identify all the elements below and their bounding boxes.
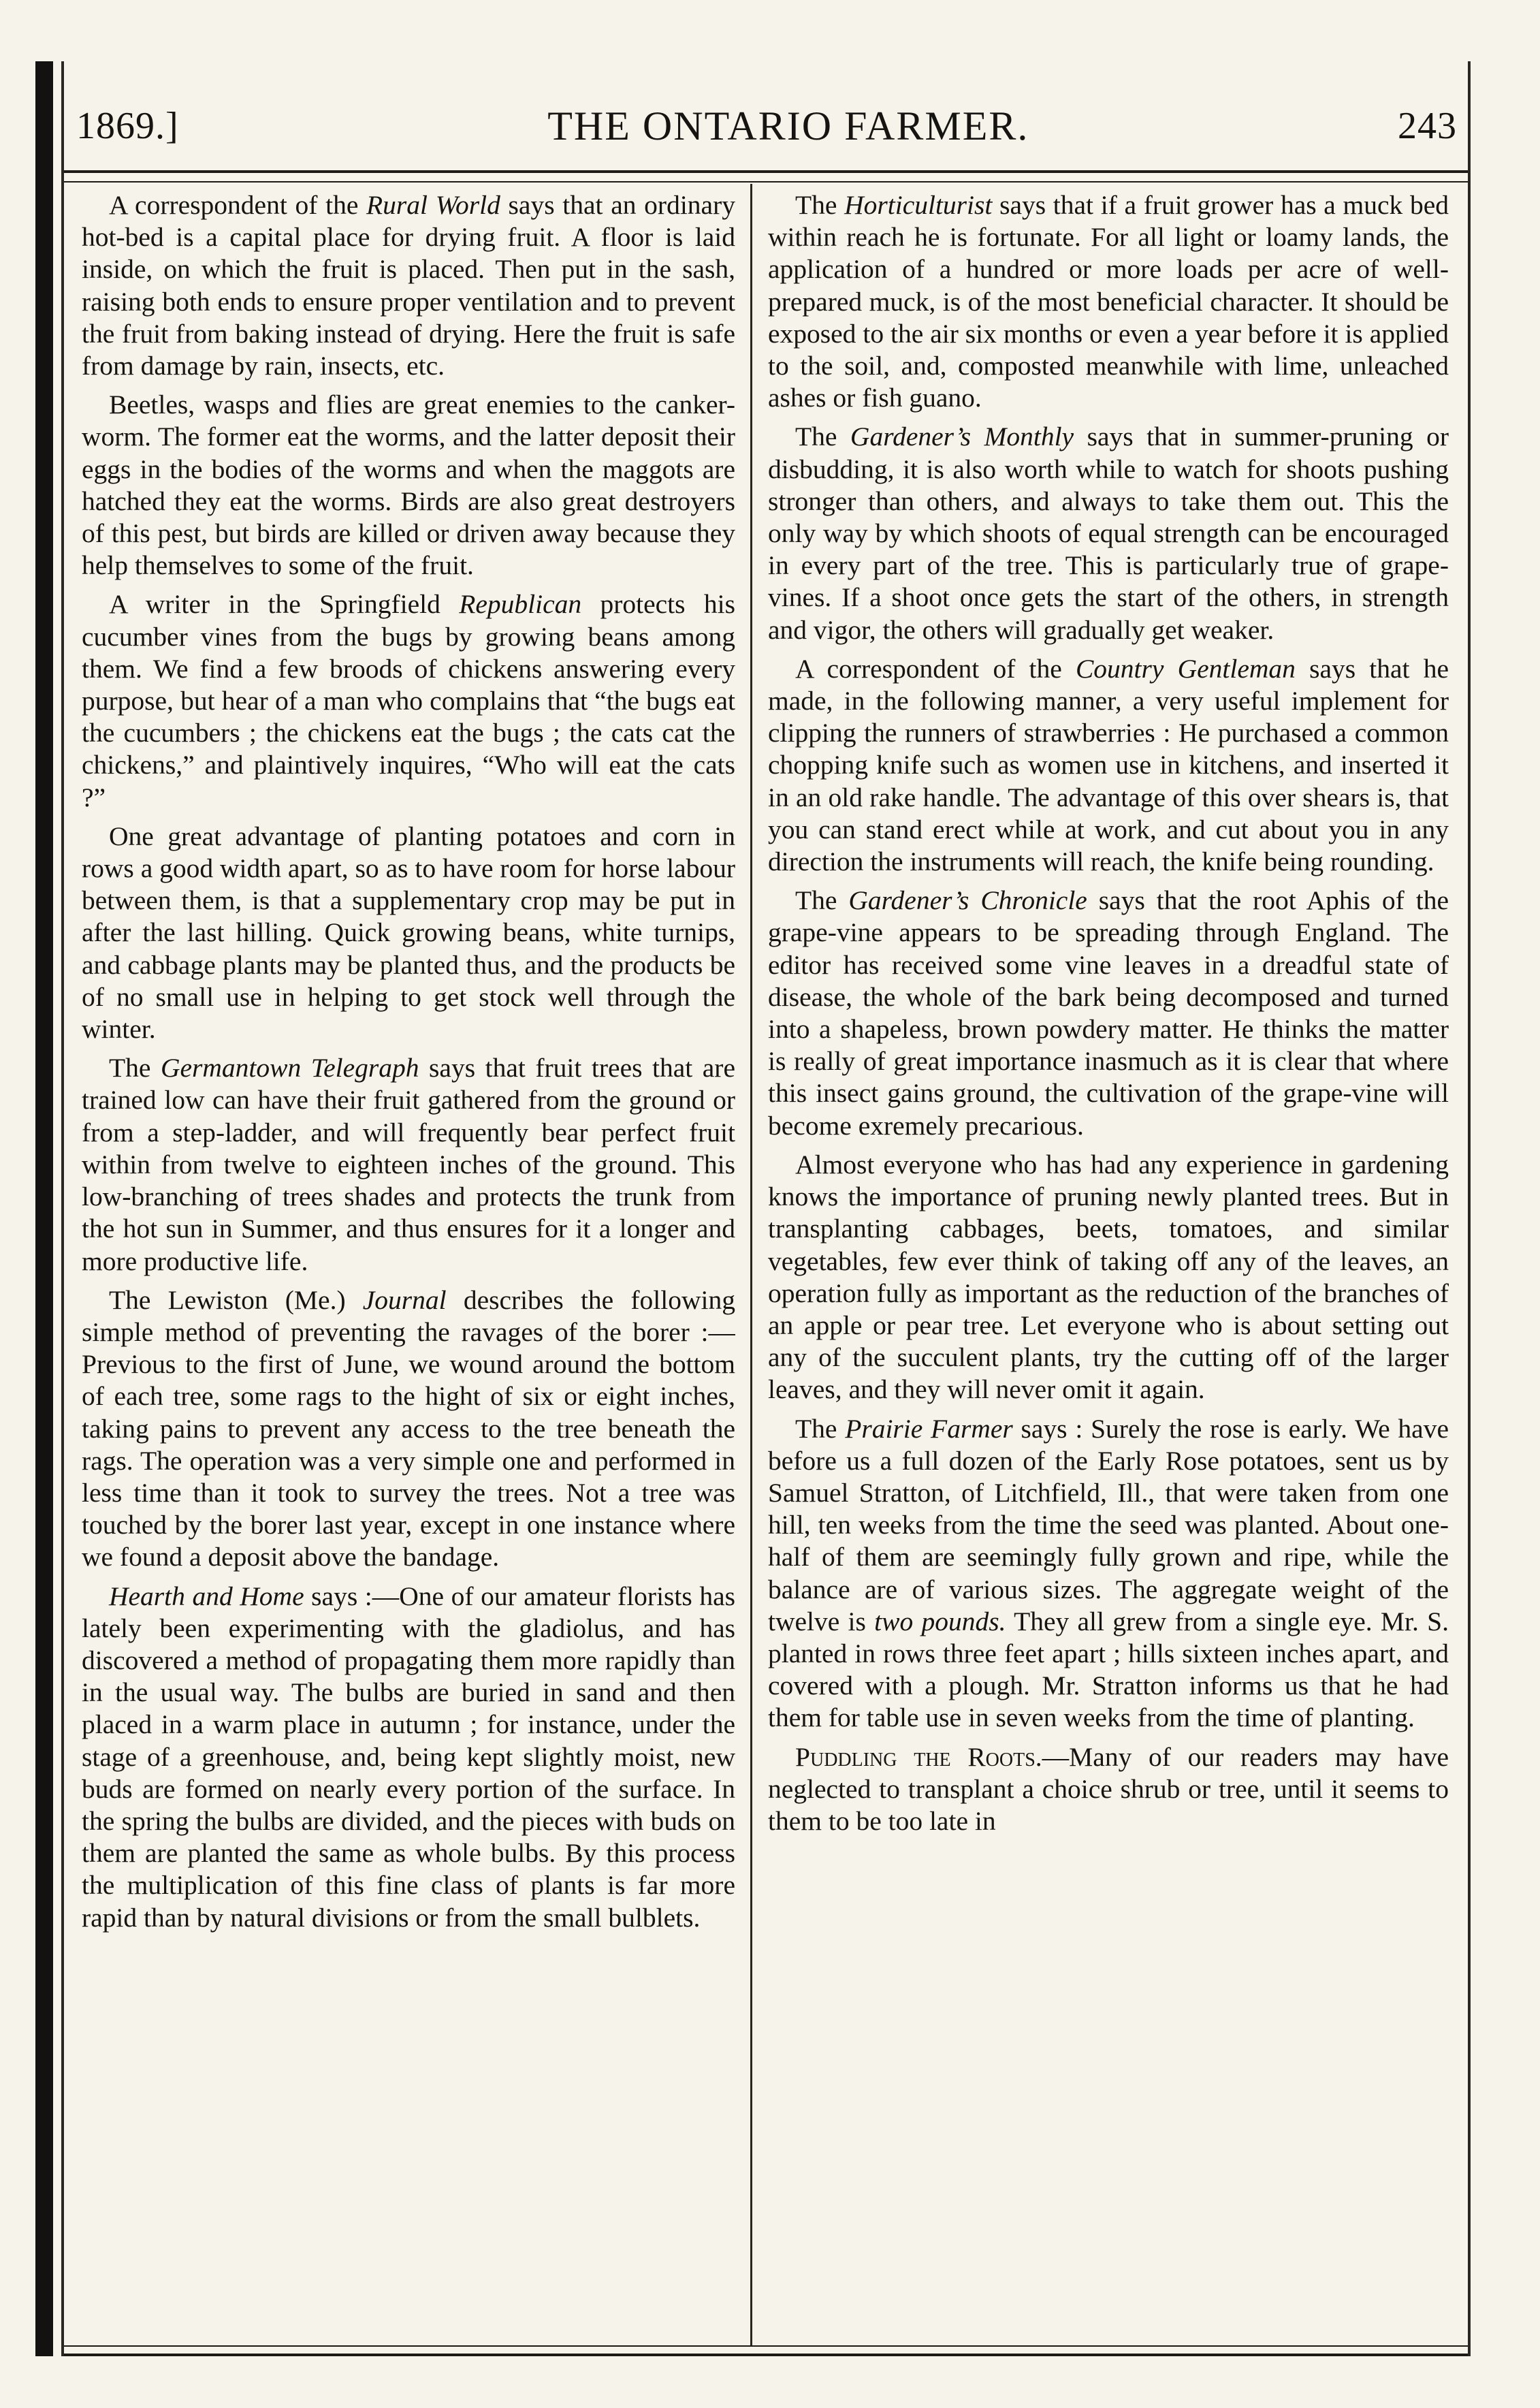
article-paragraph	[768, 189, 1449, 414]
paragraph-text: The	[795, 885, 849, 916]
right-border-rule	[1468, 61, 1471, 2356]
paragraph-text: The Lewiston (Me.)	[109, 1284, 363, 1315]
article-paragraph	[82, 389, 735, 582]
paragraph-text: describes the following simple method of preventing the ravages of the borer :—Previous to the first of June, we wound around the bottom of each tree, some rags to the hight of six or eight inches, taking pains to prevent any access to the tree beneath the rags. The operation was a very simple one and performed in less time than it took to survey the trees. Not a tree was touched by the borer last year, except in one instance where we found a deposit above the bandage.	[82, 1284, 735, 1572]
paragraph-text: Almost everyone who has had any experience in gardening knows the importance of pruning newly planted trees. But in transplanting cabbages, beets, tomatoes, and similar vegetables, few ever think of taking off any of the leaves, an operation fully as important as the reduction of the branches of an apple or pear tree. Let everyone who is about setting out any of the succulent plants, try the cutting off of the larger leaves, and they will never omit it again.	[768, 1149, 1449, 1405]
paragraph-text: says that if a fruit grower has a muck bed within reach he is fortunate. For all light or loamy lands, the application of a hundred or more loads per acre of well-prepared muck, is of the most beneficial character. It should be exposed to the air six months or even a year before it is applied to the soil, and, composted meanwhile with lime, unleached ashes or fish guano.	[768, 190, 1449, 413]
article-paragraph	[768, 653, 1449, 878]
article-paragraph	[82, 821, 735, 1045]
left-inner-rule	[61, 61, 64, 2356]
header-title: THE ONTARIO FARMER.	[547, 103, 1029, 148]
paragraph-text: says that fruit trees that are trained low can have their fruit gathered from the ground or from a step-ladder, and will frequently bear perfect fruit within from twelve to eighteen inches of the ground. This low-branching of trees shades and protects the trunk from the hot sun in Summer, and thus ensures for it a longer and more productive life.	[82, 1053, 735, 1276]
small-caps-heading: Puddling the Roots.	[795, 1741, 1042, 1772]
article-paragraph	[82, 1581, 735, 1934]
italic-text: two pounds.	[874, 1606, 1006, 1636]
article-paragraph	[768, 1413, 1449, 1734]
italic-text: Gardener’s Chronicle	[848, 885, 1087, 916]
paragraph-text: says that the root Aphis of the grape-vine appears to be spreading through England. The editor has received some vine leaves in a dreadful state of disease, the whole of the bark being decomposed and turned into a shapeless, brown powdery matter. He thinks the matter is really of great importance inasmuch as it is clear that where this insect gains ground, the cultivation of the grape-vine will become exremely precarious.	[768, 885, 1449, 1141]
article-paragraph	[82, 1284, 735, 1574]
paragraph-text: says that in summer-pruning or disbudding, it is also worth while to watch for shoots pushing stronger than others, and always to take them out. This the only way by which shoots of equal strength can be encouraged in every part of the tree. This is particularly true of grape-vines. If a shoot once gets the start of the others, in strength and vigor, the others will gradually get weaker.	[768, 422, 1449, 645]
page-header	[76, 95, 1457, 157]
newspaper-page	[35, 61, 1471, 2356]
paragraph-text: One great advantage of planting potatoes and corn in rows a good width apart, so as to have room for horse labour between them, is that a supplementary crop may be put in after the last hilling. Quick growing beans, white turnips, and cabbage plants may be planted thus, and the products be of no small use in helping to get stock well through the winter.	[82, 821, 735, 1045]
italic-text: Prairie Farmer	[845, 1413, 1013, 1444]
paragraph-text: says : Surely the rose is early. We have before us a full dozen of the Early Rose potatoes, sent us by Samuel Stratton, of Litchfield, Ill., that were taken from one hill, ten weeks from the time the seed was planted. About one-half of them are seemingly fully grown and ripe, while the balance are of various sizes. The aggregate weight of the twelve is	[768, 1413, 1449, 1636]
left-border-rule	[35, 61, 53, 2356]
article-paragraph	[768, 1149, 1449, 1406]
paragraph-text: protects his cucumber vines from the bugs by growing beans among them. We find a few broods of chickens answering every purpose, but hear of a man who complains that “the bugs eat the cucumbers ; the chickens eat the bugs ; the cats cat the chickens,” and plaintively inquires, “Who will eat the cats ?”	[82, 589, 735, 812]
article-paragraph	[82, 588, 735, 813]
paragraph-text: Beetles, wasps and flies are great enemies to the canker-worm. The former eat the worms, and the latter deposit their eggs in the bodies of the worms and when the maggots are hatched they eat the worms. Birds are also great destroyers of this pest, but birds are killed or driven away because they help themselves to some of the fruit.	[82, 390, 735, 581]
paragraph-text: says that he made, in the following manner, a very useful implement for clipping the runners of strawberries : He purchased a common chopping knife such as women use in kitchens, and inserted it in an old rake handle. The advantage of this over shears is, that you can stand erect while at work, and cut about you in any direction the instruments will reach, the knife being rounding.	[768, 653, 1449, 877]
paragraph-text: The	[795, 422, 850, 452]
right-column	[768, 189, 1449, 2341]
paragraph-text: The	[109, 1053, 161, 1083]
paragraph-text: says that an ordinary hot-bed is a capital place for drying fruit. A floor is laid inside, on which the fruit is placed. Then put in the sash, raising both ends to ensure proper ventilation and to prevent the fruit from baking instead of drying. Here the fruit is safe from damage by rain, insects, etc.	[82, 190, 735, 381]
header-page-number: 243	[1398, 105, 1457, 147]
left-column	[82, 189, 735, 2341]
italic-text: Horticulturist	[844, 190, 993, 220]
paragraph-text: A correspondent of the	[795, 653, 1076, 684]
paragraph-text: They all grew from a single eye. Mr. S. planted in rows three feet apart ; hills sixteen inches apart, and covered with a plough. Mr. Stratton informs us that he had them for table use in seven weeks from the time of planting.	[768, 1606, 1449, 1733]
italic-text: Country Gentleman	[1075, 653, 1296, 684]
header-rule	[64, 170, 1468, 183]
header-year: 1869.]	[76, 105, 179, 147]
paragraph-text: A correspondent of the	[109, 190, 367, 220]
italic-text: Rural World	[366, 190, 500, 220]
column-divider	[750, 184, 752, 2347]
paragraph-text: The	[795, 1413, 846, 1444]
paragraph-text: A writer in the Springfield	[109, 589, 460, 620]
italic-text: Journal	[362, 1284, 447, 1315]
article-paragraph	[82, 1052, 735, 1277]
italic-text: Gardener’s Monthly	[850, 422, 1074, 452]
footer-rule	[64, 2345, 1468, 2356]
paragraph-text: says :—One of our amateur florists has lately been experimenting with the gladiolus, and has discovered a method of propagating them more rapidly than in the usual way. The bulbs are buried in sand and then placed in a warm place in autumn ; for instance, under the stage of a greenhouse, and, being kept slightly moist, new buds are formed on nearly every portion of the surface. In the spring the bulbs are divided, and the pieces with buds on them are planted the same as whole bulbs. By this process the multiplication of this fine class of plants is far more rapid than by natural divisions or from the small bulblets.	[82, 1581, 735, 1933]
italic-text: Hearth and Home	[109, 1581, 304, 1611]
article-paragraph	[768, 885, 1449, 1142]
italic-text: Republican	[459, 589, 582, 620]
article-paragraph	[82, 189, 735, 382]
italic-text: Germantown Telegraph	[160, 1053, 419, 1083]
paragraph-text: The	[795, 190, 845, 220]
article-paragraph	[768, 421, 1449, 646]
article-paragraph	[768, 1741, 1449, 1838]
paragraph-text: —Many of our readers may have neglected to transplant a choice shrub or tree, until it seems to them to be too late in	[768, 1741, 1449, 1836]
